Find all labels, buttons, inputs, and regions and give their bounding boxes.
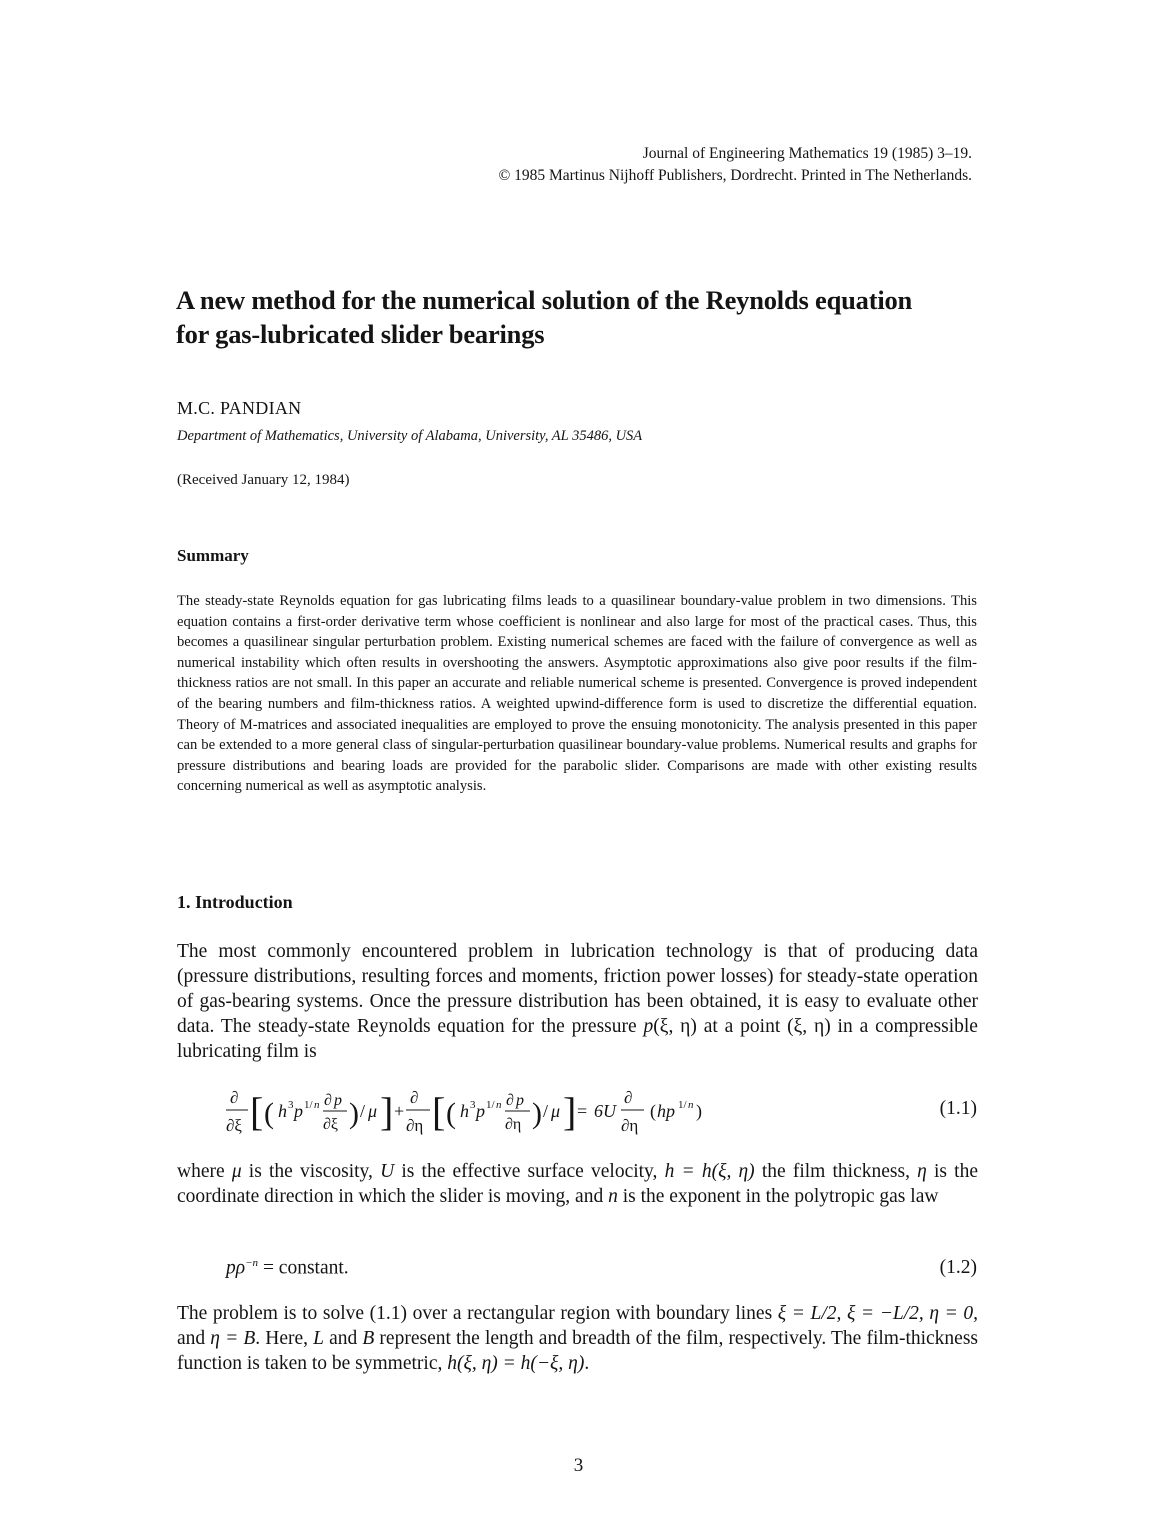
svg-text:∂η: ∂η [621, 1116, 639, 1135]
svg-text:=: = [577, 1101, 588, 1121]
svg-text:∂: ∂ [506, 1092, 514, 1109]
svg-text:p: p [516, 1092, 524, 1109]
svg-text:∂: ∂ [624, 1088, 633, 1107]
svg-text:1/: 1/ [486, 1099, 495, 1111]
svg-text:): ) [696, 1101, 702, 1121]
svg-text:∂: ∂ [230, 1088, 239, 1107]
rhs-coefficient: 6U [594, 1101, 616, 1121]
journal-citation: Journal of Engineering Mathematics 19 (1985) 3–19. [642, 145, 972, 162]
svg-text:hp: hp [657, 1101, 675, 1121]
svg-text:h: h [278, 1101, 287, 1121]
intro-paragraph-3: The problem is to solve (1.1) over a rectangular region with boundary lines ξ = L/2, ξ = −L/2, η = 0, and η = B. Here, L and B represent the length and breadth of the film, respectively. The film-thickness function is taken to be symmetric, h(ξ, η) = h(−ξ, η). [177, 1303, 979, 1374]
journal-header [498, 143, 972, 187]
svg-text:n: n [688, 1099, 694, 1111]
summary-heading: Summary [177, 546, 249, 565]
svg-text:/: / [360, 1101, 366, 1121]
svg-text:): ) [349, 1097, 359, 1130]
svg-text:p: p [294, 1101, 303, 1121]
svg-text:∂η: ∂η [505, 1116, 522, 1133]
page-number: 3 [573, 1455, 584, 1476]
received-date: (Received January 12, 1984) [177, 472, 350, 488]
title-line-1: A new method for the numerical solution of the Reynolds equation [176, 285, 913, 315]
svg-text:∂ξ: ∂ξ [323, 1116, 339, 1133]
svg-text:3: 3 [288, 1099, 294, 1111]
svg-text:∂: ∂ [410, 1088, 419, 1107]
intro-paragraph-2: where μ is the viscosity, U is the effective surface velocity, h = h(ξ, η) the film thickness, η is the coordinate direction in which the slider is moving, and n is the exponent in the polytropic gas law [177, 1161, 978, 1207]
author-name: M.C. PANDIAN [177, 398, 302, 418]
svg-text:3: 3 [470, 1099, 476, 1111]
svg-text:n: n [496, 1099, 502, 1111]
svg-text:n: n [314, 1099, 320, 1111]
svg-text:∂: ∂ [324, 1092, 332, 1109]
svg-text:(: ( [264, 1097, 274, 1130]
publisher-line: © 1985 Martinus Nijhoff Publishers, Dordrecht. Printed in The Netherlands. [498, 167, 972, 184]
svg-text:h: h [460, 1101, 469, 1121]
equation-1-2-label: (1.2) [939, 1257, 977, 1278]
polytropic-equation: $p\rho^{-n}$ = constant. [226, 1257, 349, 1279]
equation-1-1-label: (1.1) [939, 1098, 977, 1119]
intro-paragraph-1: The most commonly encountered problem in lubrication technology is that of producing data (pressure distributions, resulting forces and moments, friction power losses) for steady-state operation of gas-bearing systems. Once the pressure distribution has been obtained, it is easy to evaluate other data. The steady-state Reynolds equation for the pressure p(ξ, η) at a point (ξ, η) in a compressible lubricating film is [177, 941, 978, 1062]
svg-text:p: p [476, 1101, 485, 1121]
svg-text:μ: μ [368, 1101, 378, 1121]
svg-text:): ) [532, 1097, 542, 1130]
introduction-heading: 1. Introduction [177, 892, 293, 912]
svg-text:[: [ [250, 1089, 264, 1134]
summary-text: The steady-state Reynolds equation for gas lubricating films leads to a quasilinear boundary-value problem in two dimensions. This equation contains a first-order derivative term whose coefficient is nonlinear and also large for most of the practical cases. Thus, this becomes a quasilinear singular perturbation problem. Existing numerical schemes are faced with the failure of convergence as well as numerical instability which often results in overshooting the answers. Asymptotic approximations also give poor results if the film-thickness ratios are not small. In this paper an accurate and reliable numerical scheme is presented. Convergence is proved independent of the bearing numbers and film-thickness ratios. A weighted upwind-difference form is used to discretize the differential equation. Theory of M-matrices and associated inequalities are employed to prove the ensuing monotonicity. The analysis presented in this paper can be extended to a more general class of singular-perturbation quasilinear boundary-value problems. Numerical results and graphs for pressure distributions and bearing loads are provided for the parabolic slider. Comparisons are made with other existing results concerning numerical as well as asymptotic analysis. [177, 593, 977, 795]
svg-text:]: ] [380, 1089, 394, 1134]
svg-text:∂η: ∂η [406, 1116, 424, 1135]
svg-text:+: + [394, 1101, 405, 1121]
svg-text:μ: μ [551, 1101, 561, 1121]
paper-title [176, 283, 996, 351]
svg-text:/: / [543, 1101, 549, 1121]
svg-text:(: ( [650, 1101, 656, 1121]
svg-text:1/: 1/ [304, 1099, 313, 1111]
author-affiliation: Department of Mathematics, University of Alabama, University, AL 35486, USA [177, 428, 643, 444]
svg-text:1/: 1/ [678, 1099, 687, 1111]
reynolds-equation [226, 1083, 786, 1145]
svg-text:]: ] [563, 1089, 577, 1134]
svg-text:[: [ [432, 1089, 446, 1134]
title-line-2: for gas-lubricated slider bearings [176, 319, 545, 349]
svg-text:(: ( [446, 1097, 456, 1130]
svg-text:∂ξ: ∂ξ [226, 1116, 242, 1135]
svg-text:p: p [334, 1092, 342, 1109]
